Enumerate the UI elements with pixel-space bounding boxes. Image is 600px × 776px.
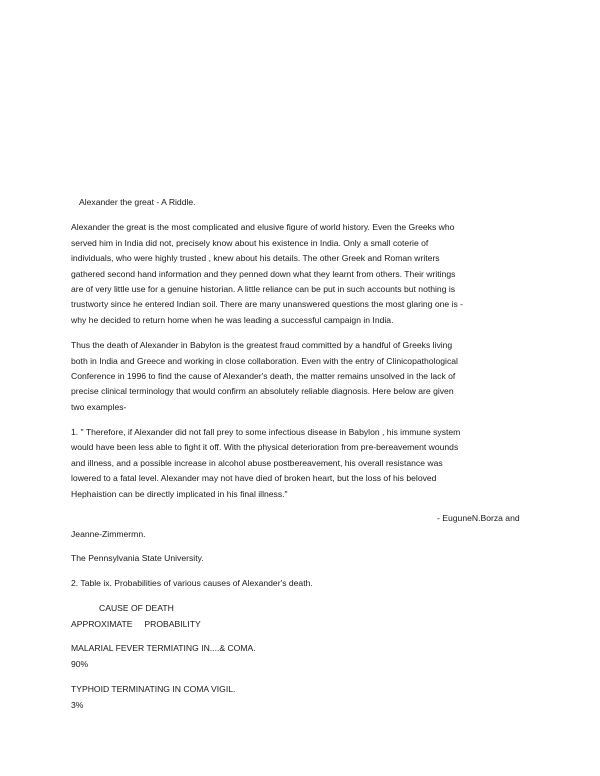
table-header-probability: APPROXIMATE PROBABILITY (71, 619, 201, 629)
table-caption: 2. Table ix. Probabilities of various causes of Alexander's death. (71, 578, 313, 588)
quote-line: Hephaistion can be directly implicated in his final illness." (71, 489, 288, 499)
quote-attribution: - EuguneN.Borza and (437, 513, 520, 523)
paragraph-1-line: are of very little use for a genuine historian. A little reliance can be put in such accounts but nothing is (71, 284, 456, 294)
table-header-cause: CAUSE OF DEATH (99, 603, 174, 613)
quote-line: and illness, and a possible increase in alcohol abuse postbereavement, his overall resistance was (71, 458, 443, 468)
quote-line: lowered to a fatal level. Alexander may not have died of broken heart, but the loss of his beloved (71, 473, 437, 483)
paragraph-1-line: served him in India did not, precisely know about his existence in India. Only a small coterie of (71, 238, 429, 248)
table-row-cause: TYPHOID TERMINATING IN COMA VIGIL. (71, 684, 236, 694)
quote-line: would have been less able to fight it off. With the physical deterioration from pre-bereavement wounds (71, 442, 459, 452)
paragraph-2-line: Thus the death of Alexander in Babylon is the greatest fraud committed by a handful of Greeks living (71, 340, 453, 350)
table-row-cause: MALARIAL FEVER TERMIATING IN....& COMA. (71, 643, 256, 653)
university-line: The Pennsylvania State University. (71, 553, 204, 563)
quote-attribution-continued: Jeanne-Zimmermn. (71, 529, 146, 539)
paragraph-1-line: why he decided to return home when he was leading a successful campaign in India. (71, 315, 394, 325)
table-row-probability: 90% (71, 659, 89, 669)
paragraph-2-line: both in India and Greece and working in close collaboration. Even with the entry of Clinicopathological (71, 356, 458, 366)
document-title: Alexander the great - A Riddle. (79, 197, 196, 207)
paragraph-2-line: precise clinical terminology that would confirm an absolutely reliable diagnosis. Here below are given (71, 386, 454, 396)
paragraph-1-line: Alexander the great is the most complicated and elusive figure of world history. Even the Greeks who (71, 222, 455, 232)
quote-line: 1. " Therefore, if Alexander did not fall prey to some infectious disease in Babylon , his immune system (71, 427, 461, 437)
paragraph-1-line: individuals, who were highly trusted , knew about his details. The other Greek and Roman writers (71, 253, 440, 263)
paragraph-1-line: trustworty since he entered Indian soil. There are many unanswered questions the most glaring one is - (71, 299, 464, 309)
paragraph-1-line: gathered second hand information and they penned down what they learnt from others. Their writings (71, 269, 456, 279)
table-row-probability: 3% (71, 700, 84, 710)
paragraph-2-line: Conference in 1996 to find the cause of Alexander's death, the matter remains unsolved in the lack of (71, 371, 456, 381)
paragraph-2-line: two examples- (71, 402, 127, 412)
